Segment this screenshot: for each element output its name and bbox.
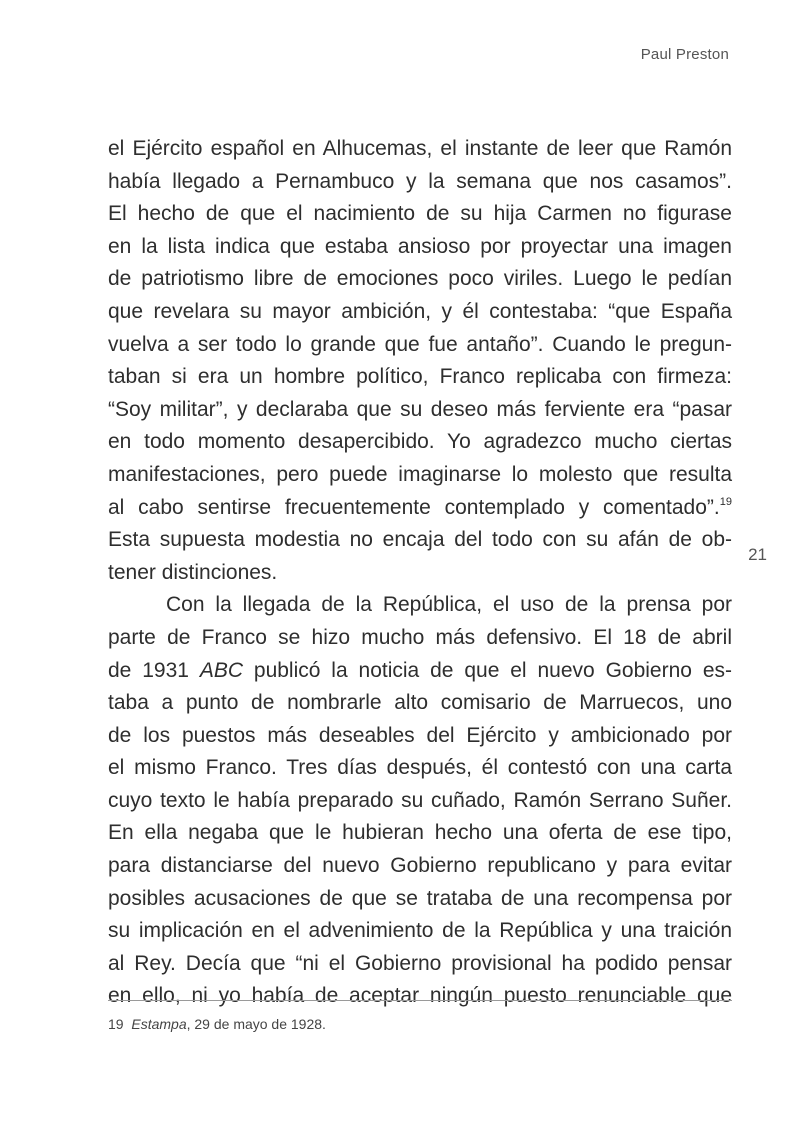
footnote-number: 19: [108, 1016, 124, 1032]
text-line: posibles acusaciones de que se trataba de una recompensa por: [108, 886, 732, 910]
body-text: [108, 133, 732, 1013]
text-line: el mismo Franco. Tres días después, él contestó con una carta: [108, 756, 732, 780]
text-line: cuyo texto le había preparado su cuñado, Ramón Serrano Suñer.: [108, 788, 732, 812]
footnote: [108, 1016, 326, 1032]
page-number: 21: [748, 545, 767, 564]
text-line: el Ejército español en Alhucemas, el instante de leer que Ramón: [108, 137, 732, 160]
text-line-content: al cabo sentirse frecuentemente contemplado y comentado”.: [108, 495, 720, 519]
text-line: había llegado a Pernambuco y la semana que nos casamos”.: [108, 169, 732, 193]
text-line: de los puestos más deseables del Ejército y ambicionado por: [108, 723, 732, 747]
text-line: en ello, ni yo había de aceptar ningún puesto renunciable que: [108, 984, 732, 1008]
text-line: [108, 492, 732, 525]
text-line: taba a punto de nombrarle alto comisario de Marruecos, uno: [108, 691, 732, 715]
text-segment: publicó la noticia de que el nuevo Gobierno es-: [243, 658, 732, 682]
text-line: en todo momento desapercibido. Yo agradezco mucho ciertas: [108, 430, 732, 454]
footnote-source: Estampa: [131, 1016, 187, 1032]
text-segment: de 1931: [108, 658, 200, 682]
text-line: manifestaciones, pero puede imaginarse lo molesto que resulta: [108, 462, 732, 486]
text-line: vuelva a ser todo lo grande que fue antaño”. Cuando le pregun-: [108, 332, 732, 356]
text-line: al Rey. Decía que “ni el Gobierno provisional ha podido pensar: [108, 951, 732, 975]
text-line: Con la llegada de la República, el uso de la prensa por: [166, 593, 732, 617]
text-line: parte de Franco se hizo mucho más defensivo. El 18 de abril: [108, 625, 732, 649]
text-line: para distanciarse del nuevo Gobierno republicano y para evitar: [108, 854, 732, 878]
text-line: “Soy militar”, y declaraba que su deseo más ferviente era “pasar: [108, 397, 732, 421]
text-line: taban si era un hombre político, Franco replicaba con firmeza:: [108, 365, 732, 389]
footnote-divider: [108, 1000, 732, 1001]
footnote-text: , 29 de mayo de 1928.: [186, 1016, 326, 1032]
text-line: que revelara su mayor ambición, y él contestaba: “que España: [108, 299, 732, 323]
footnote-reference[interactable]: 19: [719, 495, 732, 508]
text-line: de patriotismo libre de emociones poco viriles. Luego le pedían: [108, 267, 732, 291]
text-line: El hecho de que el nacimiento de su hija Carmen no figurase: [108, 202, 732, 226]
text-line: tener distinciones.: [108, 560, 278, 584]
text-line: su implicación en el advenimiento de la República y una traición: [108, 919, 732, 943]
text-line: En ella negaba que le hubieran hecho una oferta de ese tipo,: [108, 821, 732, 845]
text-line: [108, 655, 732, 688]
running-head: Paul Preston: [640, 46, 729, 63]
text-line: en la lista indica que estaba ansioso por proyectar una imagen: [108, 234, 732, 258]
text-line: Esta supuesta modestia no encaja del todo con su afán de ob-: [108, 528, 732, 552]
newspaper-title: ABC: [199, 658, 244, 682]
